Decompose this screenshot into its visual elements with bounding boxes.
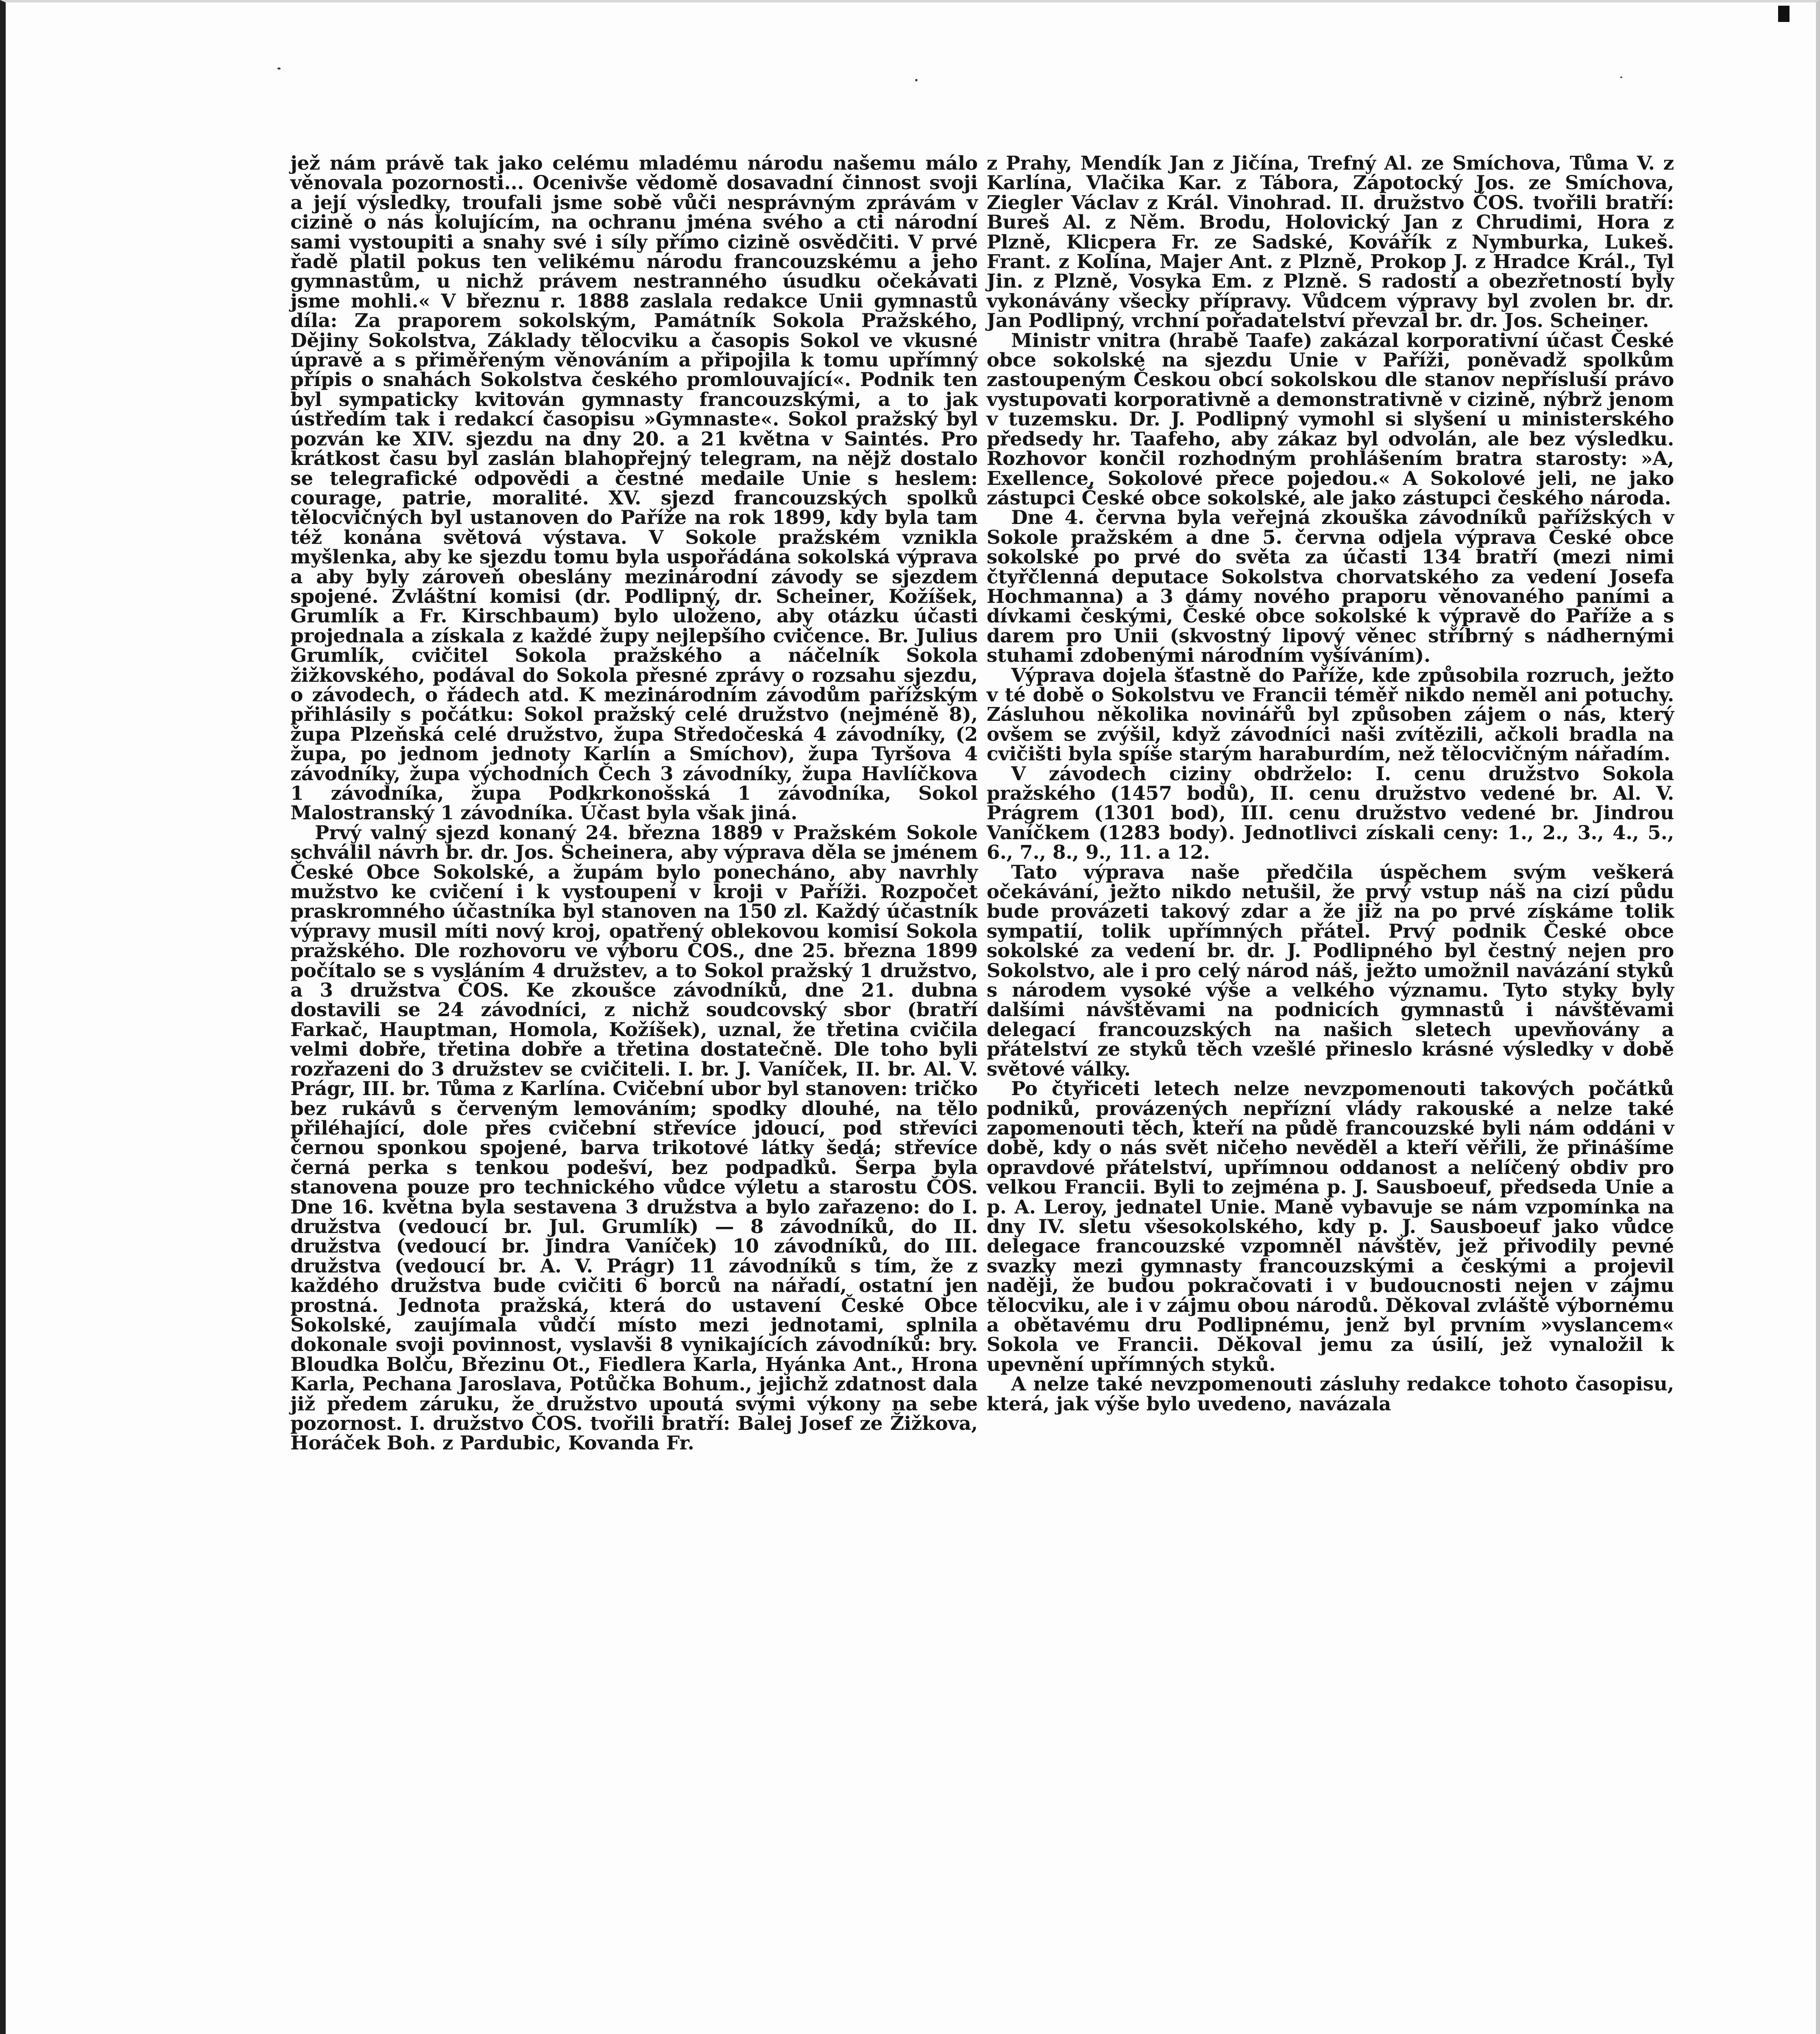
paragraph: jež nám právě tak jako celému mladému národu našemu málo věnovala pozornosti... Ocenivše vědomě dosavadní činnost svoji a její výsledky, troufali jsme sobě vůči nesprávným zprávám v cizině o nás kolujícím, na ochranu jména svého a cti národní sami vystoupiti a snahy své i síly přímo cizině osvědčiti. V prvé řadě platil pokus ten velikému národu francouzskému a jeho gymnastům, u nichž právem nestranného úsudku očekávati jsme mohli.« V březnu r. 1888 zaslala redakce Unii gymnastů díla: Za praporem sokolským, Památník Sokola Pražského, Dějiny Sokolstva, Základy tělocviku a časopis Sokol ve vkusné úpravě a s přiměřeným věnováním a připojila k tomu upřímný přípis o snahách Sokolstva českého promlouvající«. Podnik ten byl sympaticky kvitován gymnasty francouzskými, a to jak ústředím tak i redakcí časopisu »Gymnaste«. Sokol pražský byl pozván ke XIV. sjezdu na dny 20. a 21 května v Saintés. Pro krátkost času byl zaslán blahopřejný telegram, na nějž dostalo se telegrafické odpovědi a čestné medaile Unie s heslem: courage, patrie, moralité. XV. sjezd francouzských spolků tělocvičných byl ustanoven do Paříže na rok 1899, kdy byla tam též konána světová výstava. V Sokole pražském vznikla myšlenka, aby ke sjezdu tomu byla uspořádána sokolská výprava a aby byly zároveň obeslány mezinárodní závody se sjezdem spojené. Zvláštní komisi (dr. Podlipný, dr. Scheiner, Kožíšek, Grumlík a Fr. Kirschbaum) bylo uloženo, aby otázku účasti projednala a získala z každé župy nejlepšího cvičence. Br. Julius Grumlík, cvičitel Sokola pražského a náčelník Sokola žižkovského, podával do Sokola přesné zprávy o rozsahu sjezdu, o závodech, o řádech atd. K mezinárodním závodům pařížským přihlásily s počátku: Sokol pražský celé družstvo (nejméně 8), župa Plzeňská celé družstvo, župa Středočeská 4 závodníky, (2 župa, po jednom jednoty Karlín a Smíchov), župa Tyršova 4 závodníky, župa východních Čech 3 závodníky, župa Havlíčkova 1 závodníka, župa Podkrkonošská 1 závodníka, Sokol Malostranský 1 závodníka. Účast byla však jiná. <box>290 152 978 825</box>
paragraph: Po čtyřiceti letech nelze nevzpomenouti takových počátků podniků, provázených nepřízní vlády rakouské a nelze také zapomenouti těch, kteří na půdě francouzské byli nám oddáni v době, kdy o nás svět ničeho nevěděl a kteří věřili, že přinášíme opravdové přátelství, upřímnou oddanost a nelíčený obdiv pro velkou Francii. Byli to zejména p. J. Sausboeuf, předseda Unie a p. A. Leroy, jednatel Unie. Maně vybavuje se nám vzpomínka na dny IV. sletu všesokolského, kdy p. J. Sausboeuf jako vůdce delegace francouzské vzpomněl návštěv, jež přivodily pevné svazky mezi gymnasty francouzskými a českými a projevil naději, že budou pokračovati i v budoucnosti nejen v zájmu tělocviku, ale i v zájmu obou národů. Děkoval zvláště výbornému a obětavému dru Podlipnému, jenž byl prvním »vyslancem« Sokola ve Francii. Děkoval jemu za úsilí, jež vynaložil k upevnění upřímných styků. <box>987 1078 1674 1376</box>
paragraph: Ministr vnitra (hrabě Taafe) zakázal korporativní účast České obce sokolské na sjezdu Unie v Paříži, poněvadž spolkům zastoupeným Českou obcí sokolskou dle stanov nepřísluší právo vystupovati korporativně a demonstrativně v cizině, nýbrž jenom v tuzemsku. Dr. J. Podlipný vymohl si slyšení u ministerského předsedy hr. Taafeho, aby zákaz byl odvolán, ale bez výsledku. Rozhovor končil rozhodným prohlášením bratra starosty: »A, Exellence, Sokolové přece pojedou.« A Sokolové jeli, ne jako zástupci České obce sokolské, ale jako zástupci českého národa. <box>987 329 1674 509</box>
paragraph: Prvý valný sjezd konaný 24. března 1889 v Pražském Sokole schválil návrh br. dr. Jos. Scheinera, aby výprava děla se jménem České Obce Sokolské, a župám bylo ponecháno, aby navrhly mužstvo ke cvičení i k vystoupení v kroji v Paříži. Rozpočet praskromného účastníka byl stanoven na 150 zl. Každý účastník výpravy musil míti nový kroj, opatřený oblekovou komisí Sokola pražského. Dle rozhovoru ve výboru ČOS., dne 25. března 1899 počítalo se s vysláním 4 družstev, a to Sokol pražský 1 družstvo, a 3 družstva ČOS. Ke zkoušce závodníků, dne 21. dubna dostavili se 24 závodníci, z nichž soudcovský sbor (bratří Farkač, Hauptman, Homola, Kožíšek), uznal, že třetina cvičila velmi dobře, třetina dobře a třetina dostatečně. Dle toho byli rozřazeni do 3 družstev se cvičiteli. I. br. J. Vaníček, II. br. Al. V. Prágr, III. br. Tůma z Karlína. Cvičební ubor byl stanoven: tričko bez rukávů s červeným lemováním; spodky dlouhé, na tělo přiléhající, dole přes cvičební střevíce jdoucí, pod střevíci černou sponkou spojené, barva trikotové látky šedá; střevíce černá perka s tenkou podešví, bez podpadků. Šerpa byla stanovena pouze pro technického vůdce výletu a starostu ČOS. Dne 16. května byla sestavena 3 družstva a bylo zařazeno: do I. družstva (vedoucí br. Jul. Grumlík) — 8 závodníků, do II. družstva (vedoucí br. Jindra Vaníček) 10 závodníků, do III. družstva (vedoucí br. A. V. Prágr) 11 závodníků s tím, že z každého družstva bude cvičiti 6 borců na nářadí, ostatní jen prostná. Jednota pražská, která do ustavení České Obce Sokolské, zaujímala vůdčí místo mezi jednotami, splnila dokonale svoji povinnost, vyslavši 8 vynikajících závodníků: bry. Bloudka Bolču, Březinu Ot., Fiedlera Karla, Hyánka Ant., Hrona Karla, Pechana Jaroslava, Potůčka Bohum., jejichž zdatnost dala již předem záruku, že družstvo upoutá svými výkony na sebe pozornost. I. družstvo ČOS. tvořili bratří: Balej Josef ze Žižkova, Horáček Boh. z Pardubic, Kovanda Fr. <box>290 821 978 1455</box>
scan-speck <box>1620 76 1622 78</box>
paragraph: A nelze také nevzpomenouti zásluhy redakce tohoto časopisu, která, jak výše bylo uvedeno, navázala <box>987 1373 1674 1415</box>
paragraph: z Prahy, Mendík Jan z Jičína, Trefný Al. ze Smíchova, Tůma V. z Karlína, Vlačika Kar. z Tábora, Zápotocký Jos. ze Smíchova, Ziegler Václav z Král. Vinohrad. II. družstvo ČOS. tvořili bratří: Bureš Al. z Něm. Brodu, Holovický Jan z Chrudimi, Hora z Plzně, Klicpera Fr. ze Sadské, Kovářík z Nymburka, Lukeš. Frant. z Kolína, Majer Ant. z Plzně, Prokop J. z Hradce Král., Tyl Jin. z Plzně, Vosyka Em. z Plzně. S radostí a obezřetností byly vykonávány všecky přípravy. Vůdcem výpravy byl zvolen br. dr. Jan Podlipný, vrchní pořadatelství převzal br. dr. Jos. Scheiner. <box>987 152 1674 332</box>
paragraph: Dne 4. června byla veřejná zkouška závodníků pařížských v Sokole pražském a dne 5. června odjela výprava České obce sokolské po prvé do světa za účasti 134 bratří (mezi nimi čtyřčlenná deputace Sokolstva chorvatského za vedení Josefa Hochmanna) a 3 dámy nového praporu věnovaného paními a dívkami českými, České obce sokolské k výpravě do Paříže a s darem pro Unii (skvostný lipový věnec stříbrný s nádhernými stuhami zdobenými národním vyšíváním). <box>987 506 1674 667</box>
right-text-column <box>987 154 1674 1414</box>
left-text-column <box>290 154 978 1453</box>
scan-speck <box>277 68 281 70</box>
paragraph: Výprava dojela šťastně do Paříže, kde způsobila rozruch, ježto v té době o Sokolstvu ve Francii téměř nikdo neměl ani potuchy. Zásluhou několika novinářů byl způsoben zájem o nás, který ovšem se zvýšil, když závodníci naši zvítězili, ačkoli bradla na cvičišti byla spíše starým haraburdím, než tělocvičným nářadím. <box>987 664 1674 766</box>
scan-speck <box>915 79 918 81</box>
scan-edge-mark <box>1778 6 1789 22</box>
paragraph: V závodech ciziny obdrželo: I. cenu družstvo Sokola pražského (1457 bodů), II. cenu družstvo vedené br. Al. V. Prágrem (1301 bod), III. cenu družstvo vedené br. Jindrou Vaníčkem (1283 body). Jednotlivci získali ceny: 1., 2., 3., 4., 5., 6., 7., 8., 9., 11. a 12. <box>987 762 1674 864</box>
paragraph: Tato výprava naše předčila úspěchem svým veškerá očekávání, ježto nikdo netušil, že prvý vstup náš na cizí půdu bude provázeti takový zdar a že již na po prvé získáme tolik sympatií, tolik upřímných přátel. Prvý podnik České obce sokolské za vedení br. dr. J. Podlipného byl čestný nejen pro Sokolstvo, ale i pro celý národ náš, ježto umožnil navázání styků s národem vysoké výše a velkého významu. Tyto styky byly dalšími návštěvami na podnicích gymnastů i návštěvami delegací francouzských na našich sletech upevňovány a přátelství ze styků těch vzešlé přineslo krásné výsledky v době světové války. <box>987 861 1674 1080</box>
